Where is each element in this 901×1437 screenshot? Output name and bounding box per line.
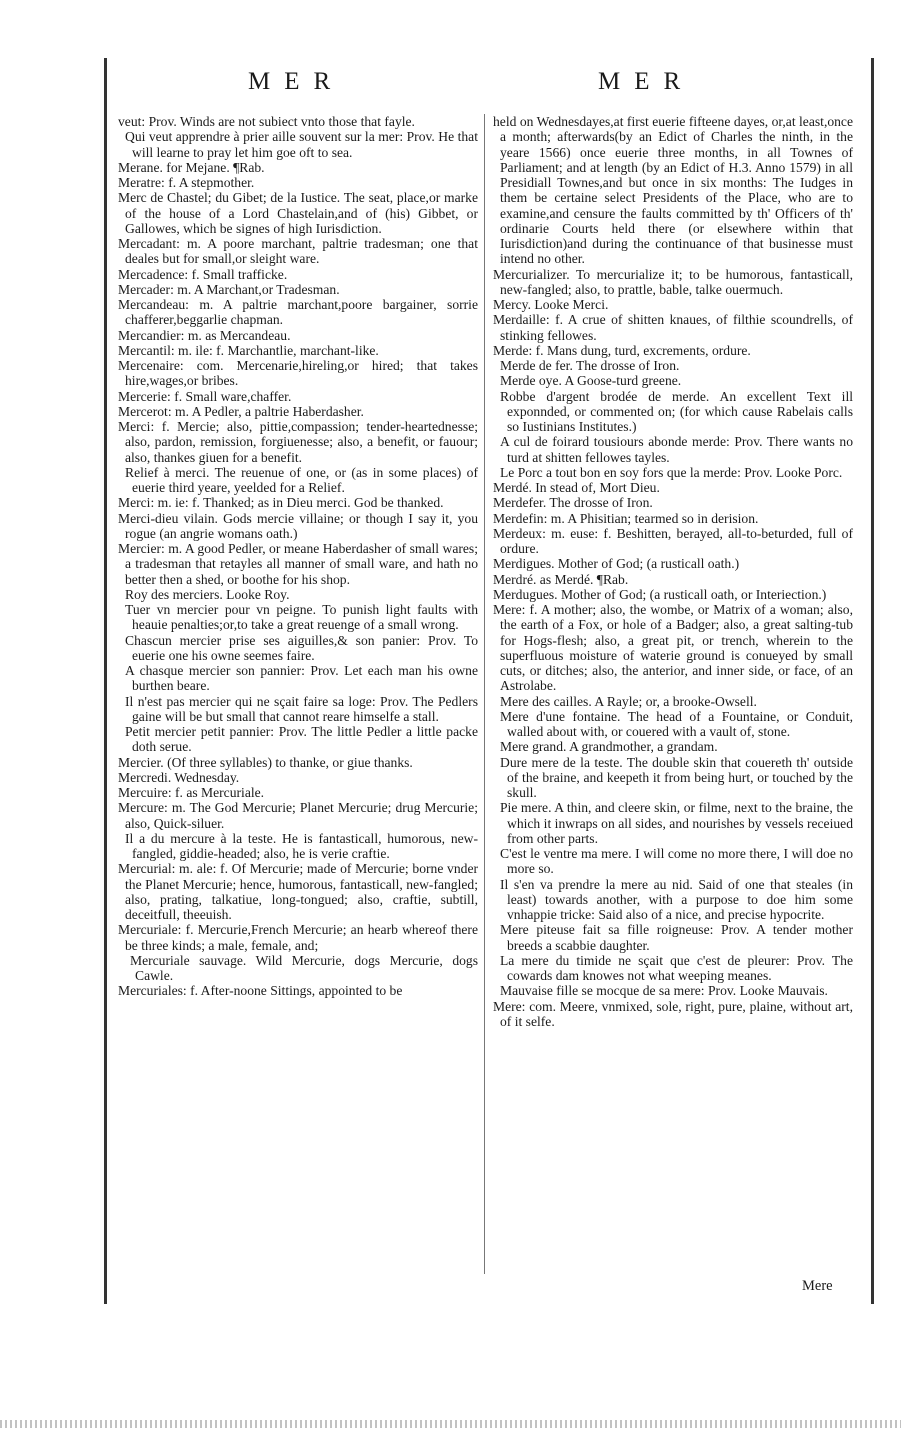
header-right: MER [598,68,695,95]
dictionary-entry: Mere des cailles. A Rayle; or, a brooke-Owsell. [500,693,757,709]
dictionary-entry: Meratre: f. A stepmother. [118,175,255,190]
dictionary-entry: Merci: f. Mercie; also, pittie,compassion; tender-heartednesse; also, pardon, remission, forgiuenesse; also, a benefit, or fauour; also, thankes giuen for a benefit. [118,419,478,465]
dictionary-entry: Merc de Chastel; du Gibet; de la Iustice. The seat, place,or marke of the house of a Lord Chastelain,and of (his) Gibbet, or Gallowes, which be signes of high Iurisdiction. [118,190,478,236]
dictionary-entry: Mercandeau: m. A paltrie marchant,poore bargainer, sorrie chafferer,beggarlie chapman. [118,297,478,328]
dictionary-entry: Mercuire: f. as Mercuriale. [118,785,265,800]
page-border-right [871,58,874,1304]
dictionary-entry: Mere: com. Meere, vnmixed, sole, right, pure, plaine, without art, of it selfe. [493,998,853,1029]
dictionary-entry: Pie mere. A thin, and cleere skin, or filme, next to the braine, the which it inwraps on all sides, and nourishes by vessels receiued from other parts. [500,800,853,846]
dictionary-entry: Mercadence: f. Small trafficke. [118,266,288,282]
dictionary-entry: Il n'est pas mercier qui ne sçait faire sa loge: Prov. The Pedlers gaine will be but small that cannot reare himselfe a stall. [125,693,478,724]
dictionary-entry: Mercier. (Of three syllables) to thanke, or giue thanks. [118,754,413,770]
header-left: MER [248,68,345,95]
dictionary-entry: Merdefin: m. A Phisitian; tearmed so in derision. [493,510,759,526]
dictionary-entry: Il a du mercure à la teste. He is fantasticall, humorous, new-fangled, giddie-headed; also, he is verie craftie. [125,830,478,861]
dictionary-entry: Merdefer. The drosse of Iron. [493,495,653,511]
dictionary-entry: Mercure: m. The God Mercurie; Planet Mercurie; drug Mercurie; also, Quick-siluer. [118,800,478,831]
dictionary-entry: held on Wednesdayes,at first euerie fifteene dayes, or,at least,once a month; afterwards(by an Edict of Charles the ninth, in the yeare 1566) once euerie three months, in all Townes of Parliament; and at length (by an Edict of H.3. Anno 1579) in all Presidiall Townes,and but once in six months: The Iudges in them be certaine select Presidents of the Place, who are to examine,and censure the faults committed by th' Officers of th' ordinarie Courts held there (or elsewhere within that Iurisdiction)and during the continuance of that businesse must intend no other. [493,114,853,267]
dictionary-entry: Mercader: m. A Marchant,or Tradesman. [118,281,340,297]
dictionary-entry: Tuer vn mercier pour vn peigne. To punish light faults with heauie penalties;or,to take a great reuenge of a small wrong. [125,602,478,633]
dictionary-entry: Relief à merci. The reuenue of one, or (as in some places) of euerie third yeare, yeelded for a Relief. [125,464,478,495]
dictionary-entry: A chasque mercier son pannier: Prov. Let each man his owne burthen beare. [125,663,478,694]
dictionary-entry: A cul de foirard tousiours abonde merde: Prov. There wants no turd at shitten fellowes tayles. [500,434,853,465]
dictionary-entry: Merdaille: f. A crue of shitten knaues, of filthie scoundrells, of stinking fellowes. [493,312,853,343]
dictionary-entry: Mere grand. A grandmother, a grandam. [500,739,718,755]
column-divider [484,114,485,1274]
dictionary-entry: Merci-dieu vilain. Gods mercie villaine; or though I say it, you rogue (an angrie womans oath.) [118,510,478,541]
dictionary-entry: La mere du timide ne sçait que c'est de pleurer: Prov. The cowards dam knowes not what weeping meanes. [500,952,853,983]
dictionary-entry: Mere d'une fontaine. The head of a Fountaine, or Conduit, walled about with, or couered with a vault of, stone. [500,708,853,739]
scan-edge [0,1420,901,1428]
dictionary-entry: Le Porc a tout bon en soy fors que la merde: Prov. Looke Porc. [500,464,843,480]
dictionary-entry: Mercantil: m. ile: f. Marchantlie, marchant-like. [118,342,379,358]
page-border-left [104,58,107,1304]
dictionary-entry: Merdé. In stead of, Mort Dieu. [493,480,660,495]
dictionary-entry: Il s'en va prendre la mere au nid. Said of one that steales (in least) towards another, with a purpose to doe him some vnhappie tricke: Said also of a nice, and precise hypocrite. [500,876,853,922]
dictionary-entry: Merci: m. ie: f. Thanked; as in Dieu merci. God be thanked. [118,495,444,511]
dictionary-entry: Mercurializer. To mercurialize it; to be humorous, fantasticall, new-fangled; also, to prattle, bable, talke ouermuch. [493,266,853,297]
left-column [118,114,478,999]
dictionary-entry: Merdugues. Mother of God; (a rusticall oath, or Interiection.) [493,586,827,602]
dictionary-entry: Mercandier: m. as Mercandeau. [118,327,291,343]
dictionary-entry: Mercenaire: com. Mercenarie,hireling,or hired; that takes hire,wages,or bribes. [118,358,478,389]
dictionary-entry: Mere piteuse fait sa fille roigneuse: Prov. A tender mother breeds a scabbie daughter. [500,922,853,953]
dictionary-entry: Mercuriale: f. Mercurie,French Mercurie; an hearb whereof there be three kinds; a male, female, and; [118,922,478,953]
dictionary-entry: Mercier: m. A good Pedler, or meane Haberdasher of small wares; a tradesman that retayles all manner of small ware, and hath no better then a shed, or boothe for his shop. [118,541,478,587]
dictionary-entry: Mercredi. Wednesday. [118,769,240,785]
dictionary-entry: Mercadant: m. A poore marchant, paltrie tradesman; one that deales but for small,or sleight ware. [118,236,478,267]
dictionary-entry: Merdeux: m. euse: f. Beshitten, berayed, all-to-beturded, full of ordure. [493,525,853,556]
dictionary-entry: veut: Prov. Winds are not subiect vnto those that fayle. [118,114,415,129]
catchword: Mere [802,1278,833,1294]
dictionary-entry: Merde de fer. The drosse of Iron. [500,358,680,373]
dictionary-entry: Mercuriale sauvage. Wild Mercurie, dogs Mercurie, dogs Cawle. [130,952,478,983]
dictionary-entry: Merdigues. Mother of God; (a rusticall oath.) [493,556,740,572]
dictionary-entry: Merane. for Mejane. ¶Rab. [118,159,265,175]
right-column [493,114,853,1029]
dictionary-entry: Mercuriales: f. After-noone Sittings, appointed to be [118,983,403,999]
dictionary-entry: Mercy. Looke Merci. [493,297,609,312]
dictionary-entry: Mauvaise fille se mocque de sa mere: Prov. Looke Mauvais. [500,983,828,999]
dictionary-entry: Merdré. as Merdé. ¶Rab. [493,571,629,587]
dictionary-entry: Qui veut apprendre à prier aille souvent sur la mer: Prov. He that will learne to pray let him goe oft to sea. [125,129,478,160]
dictionary-entry: C'est le ventre ma mere. I will come no more there, I will doe no more so. [500,846,853,877]
dictionary-entry: Mercerie: f. Small ware,chaffer. [118,388,292,404]
dictionary-entry: Dure mere de la teste. The double skin that couereth th' outside of the braine, and keepeth it from being hurt, or touched by the skull. [500,754,853,800]
dictionary-entry: Petit mercier petit pannier: Prov. The little Pedler a little packe doth serue. [125,724,478,755]
dictionary-entry: Merde oye. A Goose-turd greene. [500,373,682,389]
dictionary-entry: Mere: f. A mother; also, the wombe, or Matrix of a woman; also, the earth of a Fox, or hole of a Badger; also, a great salting-tub for Hogs-flesh; also, a great pit, or trench, wherein to the superfluous moisture of waterie ground is conueyed by small cuts, or ditches; also, the anterior, and inner side, or face, of an Astrolabe. [493,602,853,694]
dictionary-entry: Merde: f. Mans dung, turd, excrements, ordure. [493,342,751,358]
dictionary-entry: Chascun mercier prise ses aiguilles,& son panier: Prov. To euerie one his owne seemes faire. [125,632,478,663]
dictionary-entry: Mercurial: m. ale: f. Of Mercurie; made of Mercurie; borne vnder the Planet Mercurie; hence, humorous, fantasticall, new-fangled; also, prating, talkatiue, long-tongued; also, craftie, subtill, deceitfull, theeuish. [118,861,478,922]
dictionary-entry: Mercerot: m. A Pedler, a paltrie Haberdasher. [118,403,364,419]
dictionary-entry: Roy des merciers. Looke Roy. [125,586,290,602]
dictionary-entry: Robbe d'argent brodée de merde. An excellent Text ill exponnded, or commented on; (for which cause Rabelais calls so Iustinians Institutes.) [500,388,853,434]
